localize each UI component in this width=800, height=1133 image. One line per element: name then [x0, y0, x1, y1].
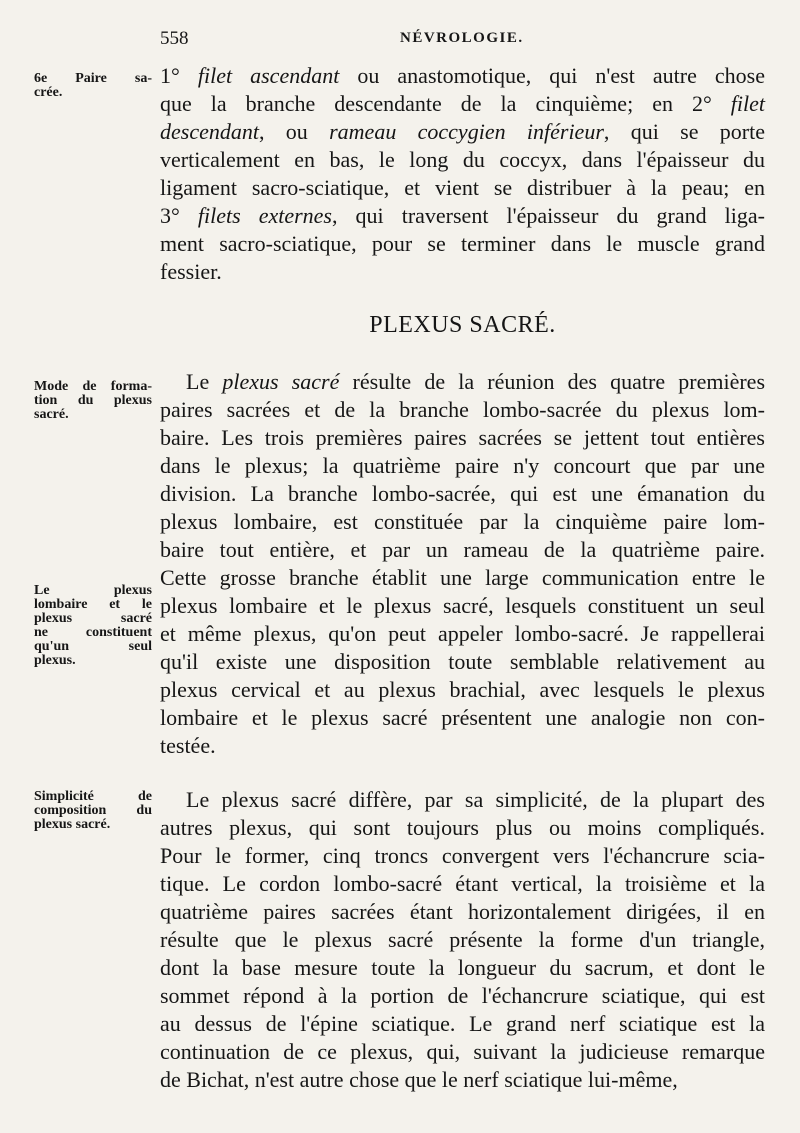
- italic-term: filets externes: [197, 203, 332, 228]
- text-line: [160, 676, 765, 704]
- text-line: [160, 704, 765, 732]
- text-run: de Bichat, n'est autre chose que le nerf sciatique lui-même,: [160, 1067, 678, 1092]
- text-line: [160, 786, 765, 814]
- text-run: testée.: [160, 733, 216, 758]
- text-run: résulte que le plexus sacré présente la forme d'un triangle,: [160, 927, 765, 952]
- text-run: au dessus de l'épine sciatique. Le grand nerf sciatique est la: [160, 1011, 765, 1036]
- text-line: [160, 536, 765, 564]
- text-run: fessier.: [160, 259, 222, 284]
- text-run: dans le plexus; la quatrième paire n'y concourt que par une: [160, 453, 765, 478]
- text-run: ligament sacro-sciatique, et vient se distribuer à la peau; en: [160, 175, 765, 200]
- text-line: [160, 118, 765, 146]
- italic-term: filet: [730, 91, 765, 116]
- margin-note-line: crée.: [34, 85, 63, 100]
- text-run: , qui se porte: [603, 119, 765, 144]
- text-run: verticalement en bas, le long du coccyx, dans l'épaisseur du: [160, 147, 765, 172]
- margin-note-lombo-sacre: [34, 584, 152, 668]
- text-line: [160, 480, 765, 508]
- margin-note-line: sacré.: [34, 407, 69, 422]
- margin-note-line: tion du plexus: [34, 393, 152, 408]
- margin-note-line: Mode de forma-: [34, 379, 152, 394]
- text-line: [160, 368, 765, 396]
- margin-note-line: composition du: [34, 803, 152, 818]
- text-line: [160, 870, 765, 898]
- text-run: tique. Le cordon lombo-sacré étant vertical, la troisième et la: [160, 871, 765, 896]
- margin-note-line: plexus.: [34, 653, 76, 668]
- margin-note-formation: [34, 380, 152, 422]
- text-run: ou anastomotique, qui n'est autre chose: [339, 63, 765, 88]
- text-run: résulte de la réunion des quatre premières: [339, 369, 766, 394]
- page-header: [160, 28, 760, 56]
- text-line: [160, 258, 765, 286]
- text-line: [160, 90, 765, 118]
- page-number: 558: [160, 28, 189, 49]
- section-title: PLEXUS SACRÉ.: [369, 312, 556, 338]
- paragraph-formation: [160, 368, 765, 760]
- text-run: baire. Les trois premières paires sacrées se jettent tout entières: [160, 425, 765, 450]
- margin-note-line: plexus sacré.: [34, 817, 111, 832]
- text-run: sommet répond à la portion de l'échancrure sciatique, qui est: [160, 983, 765, 1008]
- margin-note-line: plexus sacré: [34, 611, 152, 626]
- margin-note-line: ne constituent: [34, 625, 152, 640]
- text-run: autres plexus, qui sont toujours plus ou moins compliqués.: [160, 815, 765, 840]
- text-line: [160, 814, 765, 842]
- text-line: [160, 732, 765, 760]
- text-line: [160, 620, 765, 648]
- italic-term: rameau coccygien inférieur: [329, 119, 604, 144]
- text-run: que la branche descendante de la cinquième; en 2°: [160, 91, 731, 116]
- margin-note-line: Le plexus: [34, 583, 152, 598]
- margin-note-line: Simplicité de: [34, 789, 152, 804]
- text-run: plexus cervical et au plexus brachial, avec lesquels le plexus: [160, 677, 765, 702]
- text-line: [160, 648, 765, 676]
- margin-note-line: 6e Paire sa-: [34, 71, 152, 86]
- text-line: [160, 898, 765, 926]
- margin-note-sixth-pair: [34, 72, 152, 100]
- text-run: baire tout entière, et par un rameau de la quatrième paire.: [160, 537, 765, 562]
- text-run: et même plexus, qu'on peut appeler lombo-sacré. Je rappellerai: [160, 621, 765, 646]
- text-run: Le: [186, 369, 223, 394]
- paragraph-simplicity: [160, 786, 765, 1094]
- italic-term: filet ascendant: [197, 63, 340, 88]
- text-run: continuation de ce plexus, qui, suivant la judicieuse remarque: [160, 1039, 765, 1064]
- paragraph-sixth-pair: [160, 62, 765, 286]
- text-run: , qui traversent l'épaisseur du grand liga-: [331, 203, 765, 228]
- italic-term: plexus sacré: [222, 369, 340, 394]
- text-run: plexus lombaire et le plexus sacré, lesquels constituent un seul: [160, 593, 765, 618]
- running-head: NÉVROLOGIE.: [400, 30, 524, 46]
- text-line: [160, 146, 765, 174]
- text-run: lombaire et le plexus sacré présentent une analogie non con-: [160, 705, 765, 730]
- text-line: [160, 508, 765, 536]
- text-line: [160, 230, 765, 258]
- text-line: [160, 202, 765, 230]
- text-run: Cette grosse branche établit une large communication entre le: [160, 565, 765, 590]
- margin-note-line: lombaire et le: [34, 597, 152, 612]
- text-line: [160, 1010, 765, 1038]
- text-run: dont la base mesure toute la longueur du sacrum, et dont le: [160, 955, 765, 980]
- text-line: [160, 926, 765, 954]
- italic-term: descendant: [160, 119, 259, 144]
- text-line: [160, 954, 765, 982]
- text-run: qu'il existe une disposition toute semblable relativement au: [160, 649, 765, 674]
- text-run: 3°: [160, 203, 198, 228]
- text-line: [160, 842, 765, 870]
- text-line: [160, 1038, 765, 1066]
- text-line: [160, 396, 765, 424]
- text-run: quatrième paires sacrées étant horizontalement dirigées, il en: [160, 899, 765, 924]
- margin-note-line: qu'un seul: [34, 639, 152, 654]
- text-line: [160, 592, 765, 620]
- text-line: [160, 564, 765, 592]
- text-run: paires sacrées et de la branche lombo-sacrée du plexus lom-: [160, 397, 765, 422]
- text-run: division. La branche lombo-sacrée, qui est une émanation du: [160, 481, 765, 506]
- text-run: Pour le former, cinq troncs convergent vers l'échancrure scia-: [160, 843, 765, 868]
- margin-note-simplicity: [34, 790, 152, 832]
- text-line: [160, 982, 765, 1010]
- text-line: [160, 424, 765, 452]
- text-run: Le plexus sacré diffère, par sa simplicité, de la plupart des: [186, 787, 765, 812]
- text-run: 1°: [160, 63, 198, 88]
- text-run: plexus lombaire, est constituée par la cinquième paire lom-: [160, 509, 765, 534]
- text-run: ment sacro-sciatique, pour se terminer dans le muscle grand: [160, 231, 765, 256]
- text-line: [160, 62, 765, 90]
- text-line: [160, 174, 765, 202]
- text-run: , ou: [258, 119, 330, 144]
- text-line: [160, 452, 765, 480]
- text-line: [160, 1066, 765, 1094]
